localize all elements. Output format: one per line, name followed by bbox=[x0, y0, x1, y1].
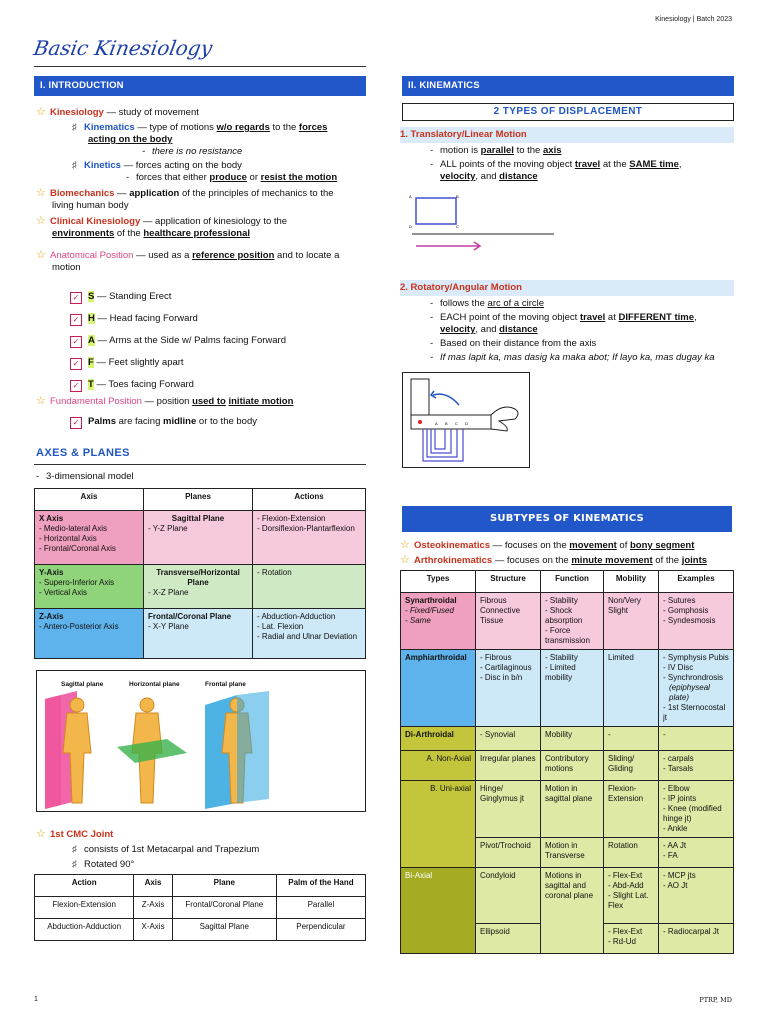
text: Di-Arthroidal bbox=[405, 730, 454, 739]
synarthroidal-cell: Synarthroidal - Fixed/Fused - Same bbox=[401, 593, 476, 650]
text: — bbox=[114, 188, 130, 199]
checkbox-icon: ✓ bbox=[70, 336, 82, 348]
label-a: A bbox=[435, 421, 438, 426]
text: If mas lapit ka, mas dasig ka maka abot; If layo ka, mas dugay ka bbox=[440, 352, 715, 363]
text: — Toes facing Forward bbox=[93, 379, 194, 390]
text: follows the bbox=[440, 298, 488, 309]
x-actions-cell: - Flexion-Extension - Dorsiflexion-Plantarflexion bbox=[253, 511, 366, 565]
cell: - Flex-Ext - Rd-Ud bbox=[604, 924, 659, 954]
y-plane-cell: Transverse/Horizontal Plane - X-Z Plane bbox=[144, 565, 253, 609]
text: Lat. Flexion bbox=[261, 622, 304, 631]
star-icon: ☆ bbox=[36, 106, 46, 118]
text: — focuses on the bbox=[490, 540, 570, 551]
text: there is no resistance bbox=[152, 146, 243, 157]
cell: - Elbow - IP joints - Knee (modified hinge jt) - Ankle bbox=[659, 781, 734, 838]
star-icon: ☆ bbox=[36, 215, 46, 227]
z-axis-cell bbox=[35, 609, 144, 659]
cell: Flexion-Extension bbox=[35, 897, 134, 919]
cell: Frontal/Coronal Plane bbox=[172, 897, 276, 919]
cell: Mobility bbox=[541, 727, 604, 751]
text: (epiphyseal plate) bbox=[669, 683, 710, 702]
body-planes-illustration bbox=[37, 691, 365, 809]
text: Flex-Ext bbox=[612, 871, 643, 880]
text: resist the motion bbox=[260, 172, 338, 183]
text: axis bbox=[543, 145, 562, 156]
text: of the bbox=[114, 228, 144, 239]
text: of the bbox=[652, 555, 682, 566]
star-icon: ☆ bbox=[36, 187, 46, 199]
rotatory-motion-figure bbox=[402, 372, 530, 468]
cell: Irregular planes bbox=[476, 751, 541, 781]
term-osteokinematics: Osteokinematics bbox=[414, 540, 491, 551]
shaft-list bbox=[70, 291, 286, 392]
text: Disc in b/n bbox=[484, 673, 523, 682]
x-axis-cell: X Axis - Medio-lateral Axis - Horizontal Axis - Frontal/Coronal Axis bbox=[35, 511, 144, 565]
text: motion bbox=[52, 262, 81, 273]
checkbox-icon: ✓ bbox=[70, 358, 82, 370]
x-plane-cell: Sagittal Plane - Y-Z Plane bbox=[144, 511, 253, 565]
cell: Sagittal Plane bbox=[172, 919, 276, 941]
heading-axes-planes: AXES & PLANES bbox=[36, 447, 130, 459]
text: Rotated 90° bbox=[84, 859, 135, 870]
text: midline bbox=[163, 416, 197, 427]
letter: H bbox=[88, 313, 95, 324]
label-c: C bbox=[455, 421, 458, 426]
cell: - AA Jt - FA bbox=[659, 838, 734, 868]
title-divider bbox=[34, 66, 366, 67]
text: Vertical Axis bbox=[43, 588, 88, 597]
cell: Motions in sagittal and coronal plane bbox=[541, 868, 604, 954]
text: produce bbox=[209, 172, 247, 183]
cell: Non/Very Slight bbox=[604, 593, 659, 650]
text: — Head facing Forward bbox=[94, 313, 198, 324]
text: Synarthroidal bbox=[405, 596, 457, 605]
text: Radiocarpal Jt bbox=[667, 927, 720, 936]
text: acting on the body bbox=[88, 134, 173, 145]
cell: - Sutures - Gomphosis - Syndesmosis bbox=[659, 593, 734, 650]
arm-rotation-illustration bbox=[403, 373, 529, 467]
cell: Condyloid bbox=[476, 868, 541, 924]
text: forces bbox=[298, 122, 328, 133]
term-fundamental-position: Fundamental Position bbox=[50, 396, 142, 407]
text: Synchrondrosis bbox=[667, 673, 724, 682]
star-icon: ☆ bbox=[400, 539, 410, 551]
text: MCP jts bbox=[667, 871, 696, 880]
text: are facing bbox=[116, 416, 163, 427]
text: Stability bbox=[549, 653, 578, 662]
text: at the bbox=[600, 159, 630, 170]
text: Frontal/Coronal Plane bbox=[148, 612, 232, 621]
col-action: Action bbox=[35, 875, 134, 897]
cell: Fibrous Connective Tissue bbox=[476, 593, 541, 650]
text: X-Z Plane bbox=[152, 588, 189, 597]
col-actions: Actions bbox=[253, 489, 366, 511]
text: Stability bbox=[549, 596, 578, 605]
text: consists of 1st Metacarpal and Trapezium bbox=[84, 844, 260, 855]
text: Syndesmosis bbox=[667, 616, 716, 625]
star-icon: ☆ bbox=[36, 395, 46, 407]
text: motion is bbox=[440, 145, 481, 156]
z-plane-cell: Frontal/Coronal Plane - X-Y Plane bbox=[144, 609, 253, 659]
y-axis-cell: Y-Axis - Supero-Inferior Axis - Vertical Axis bbox=[35, 565, 144, 609]
cell: Motion in Transverse bbox=[541, 838, 604, 868]
cmc-table bbox=[34, 874, 366, 941]
checkbox-icon: ✓ bbox=[70, 292, 82, 304]
cell: Z-Axis bbox=[134, 897, 173, 919]
cell: - MCP jts - AO Jt bbox=[659, 868, 734, 924]
translatory-motion-figure bbox=[404, 190, 554, 256]
cell: Sliding/ Gliding bbox=[604, 751, 659, 781]
text: reference position bbox=[192, 250, 275, 261]
cmc-section bbox=[36, 828, 366, 871]
text: Amphiarthroidal bbox=[405, 653, 467, 662]
term-biomechanics: Biomechanics bbox=[50, 188, 115, 199]
text: Abduction-Adduction bbox=[261, 612, 336, 621]
text: ALL points of the moving object bbox=[440, 159, 575, 170]
text: — used as a bbox=[133, 250, 193, 261]
body-planes-figure bbox=[36, 670, 366, 812]
col-structure: Structure bbox=[476, 571, 541, 593]
text: travel bbox=[579, 312, 606, 323]
text: — focuses on the bbox=[492, 555, 572, 566]
term-clinical-kinesiology: Clinical Kinesiology bbox=[50, 216, 141, 227]
page-title: Basic Kinesiology bbox=[31, 36, 215, 60]
text: and to locate a bbox=[274, 250, 340, 261]
text: Flex-Ext bbox=[612, 927, 643, 936]
text: forces that either bbox=[136, 172, 210, 183]
y-axis-name: Y-Axis bbox=[39, 568, 64, 577]
text: or bbox=[246, 172, 261, 183]
text: Supero-Inferior Axis bbox=[43, 578, 115, 587]
cell: - Symphysis Pubis - IV Disc - Synchrondrosis (epiphyseal plate) - 1st Sternocostal jt bbox=[659, 650, 734, 727]
text: EACH point of the moving object bbox=[440, 312, 580, 323]
cell: - Radiocarpal Jt bbox=[659, 924, 734, 954]
label-horizontal-plane: Horizontal plane bbox=[129, 681, 180, 688]
text: Elbow bbox=[667, 784, 690, 793]
text: carpals bbox=[667, 754, 694, 763]
text: SAME time bbox=[629, 159, 679, 170]
text: — application of kinesiology to the bbox=[140, 216, 288, 227]
text: , and bbox=[475, 171, 500, 182]
intro-list: ☆ Kinesiology — study of movement ♯ Kinematics — type of motions w/o regards to the forces acting on the body - there is no resistance ♯ Kinetics — forces acting on the body - forces that either produce or resist the motion ☆ Biomechanics — application of the principles of mechanics to the living human body ☆ Clinical Kinesiology — application of kinesiology to the environments of the healthcare professional ☆ Anatomical Position — used as a reference position and to locate a motion bbox=[36, 106, 340, 273]
checkbox-icon: ✓ bbox=[70, 314, 82, 326]
cell: Parallel bbox=[276, 897, 365, 919]
text: joints bbox=[681, 555, 708, 566]
cell: - Synovial bbox=[476, 727, 541, 751]
text: Dorsiflexion-Plantarflexion bbox=[261, 524, 355, 533]
star-icon: ☆ bbox=[36, 828, 46, 840]
cell: - carpals - Tarsals bbox=[659, 751, 734, 781]
text: w/o regards bbox=[216, 122, 270, 133]
text: Force transmission bbox=[545, 626, 590, 645]
x-axis-name: X Axis bbox=[39, 514, 64, 523]
text: Rotation bbox=[261, 568, 292, 577]
checkbox-icon: ✓ bbox=[70, 417, 82, 429]
heading-rule bbox=[34, 464, 366, 465]
text: — Arms at the Side w/ Palms facing Forward bbox=[94, 335, 286, 346]
text: — type of motions bbox=[134, 122, 217, 133]
header-course-label: Kinesiology | Batch 2023 bbox=[655, 16, 732, 23]
text: velocity bbox=[440, 171, 476, 182]
text: Tarsals bbox=[667, 764, 694, 773]
text: Flexion-Extension bbox=[261, 514, 326, 523]
text: application bbox=[129, 188, 180, 199]
pin-icon: ♯ bbox=[72, 844, 77, 855]
cell: Perpendicular bbox=[276, 919, 365, 941]
subtypes-list bbox=[400, 539, 736, 567]
text: Slight Lat. Flex bbox=[608, 891, 649, 910]
text: minute movement bbox=[571, 555, 653, 566]
term-anatomical-position: Anatomical Position bbox=[50, 250, 134, 261]
text: arc of a circle bbox=[487, 298, 545, 309]
text: — Feet slightly apart bbox=[93, 357, 184, 368]
section-bar-introduction: I. INTRODUCTION bbox=[34, 76, 366, 96]
def-kinesiology: — study of movement bbox=[103, 107, 199, 118]
text: — position bbox=[141, 396, 193, 407]
axes-table bbox=[34, 488, 366, 659]
col-function: Function bbox=[541, 571, 604, 593]
checkbox-icon: ✓ bbox=[70, 380, 82, 392]
cell: Limited bbox=[604, 650, 659, 727]
text: , and bbox=[475, 324, 500, 335]
text: 3-dimensional model bbox=[46, 471, 134, 482]
text: velocity bbox=[440, 324, 476, 335]
heading-displacement: 2 TYPES OF DISPLACEMENT bbox=[402, 103, 734, 121]
text: living human body bbox=[52, 200, 129, 211]
text: — forces acting on the body bbox=[120, 160, 242, 171]
col-examples: Examples bbox=[659, 571, 734, 593]
text: Fibrous bbox=[484, 653, 512, 662]
text: healthcare professional bbox=[143, 228, 251, 239]
text: Knee (modified hinge jt) bbox=[663, 804, 722, 823]
term-kinesiology: Kinesiology bbox=[50, 107, 104, 118]
cell: Rotation bbox=[604, 838, 659, 868]
col-planes: Planes bbox=[144, 489, 253, 511]
z-axis-name: Z-Axis bbox=[39, 612, 64, 621]
text: 1st Sternocostal jt bbox=[663, 703, 726, 722]
text: to the bbox=[269, 122, 299, 133]
text: Limited mobility bbox=[545, 663, 576, 682]
cell: Hinge/ Ginglymus jt bbox=[476, 781, 541, 838]
text: X-Y Plane bbox=[152, 622, 189, 631]
text: FA bbox=[667, 851, 678, 860]
text: - Antero-Posterior Axis bbox=[39, 622, 119, 631]
text: Medio-lateral Axis bbox=[43, 524, 108, 533]
text: DIFFERENT time bbox=[618, 312, 694, 323]
col-axis: Axis bbox=[134, 875, 173, 897]
cell: Pivot/Trochoid bbox=[476, 838, 541, 868]
cmc-title: 1st CMC Joint bbox=[50, 829, 114, 840]
text: Fixed/Fused bbox=[409, 606, 454, 615]
y-actions-cell: - Rotation bbox=[253, 565, 366, 609]
text: Gomphosis bbox=[667, 606, 709, 615]
text: used to bbox=[192, 396, 226, 407]
label-a: A bbox=[409, 194, 412, 199]
cell: Motion in sagittal plane bbox=[541, 781, 604, 838]
nonaxial-cell: A. Non-Axial bbox=[401, 751, 476, 781]
letter: T bbox=[88, 379, 94, 390]
letter: A bbox=[88, 335, 95, 346]
text: environments bbox=[52, 228, 115, 239]
pin-icon: ♯ bbox=[72, 122, 77, 133]
text: parallel bbox=[480, 145, 514, 156]
text: Based on their distance from the axis bbox=[440, 338, 597, 349]
letter: S bbox=[88, 291, 95, 302]
text: at bbox=[605, 312, 619, 323]
col-plane: Plane bbox=[172, 875, 276, 897]
text: of bbox=[616, 540, 630, 551]
cell: - Fibrous - Cartilaginous - Disc in b/n bbox=[476, 650, 541, 727]
cell: - Flex-Ext - Abd-Add - Slight Lat. Flex bbox=[604, 868, 659, 924]
text: Symphysis Pubis bbox=[667, 653, 729, 662]
text: Rd-Ud bbox=[612, 937, 637, 946]
text: Same bbox=[409, 616, 431, 625]
biaxial-cell: Bi-Axial bbox=[401, 868, 476, 954]
text: Synovial bbox=[484, 730, 516, 739]
rotatory-section: 2. Rotatory/Angular Motion - follows the arc of a circle - EACH point of the moving object travel at DIFFERENT time, velocity, and distance - Based on their distance from the axis - If mas lapit ka, mas dasig ka maka abot; If layo ka, mas dugay ka bbox=[400, 280, 734, 364]
cell: - Stability - Limited mobility bbox=[541, 650, 604, 727]
col-palm: Palm of the Hand bbox=[276, 875, 365, 897]
text: AO Jt bbox=[667, 881, 688, 890]
text: IP joints bbox=[667, 794, 697, 803]
cell: Contributory motions bbox=[541, 751, 604, 781]
col-axis: Axis bbox=[35, 489, 144, 511]
text: distance bbox=[499, 171, 538, 182]
translatory-section: 1. Translatory/Linear Motion - motion is parallel to the axis - ALL points of the moving object travel at the SAME time, velocity, and distance bbox=[400, 127, 734, 183]
term-arthrokinematics: Arthrokinematics bbox=[414, 555, 493, 566]
label-b: B bbox=[456, 194, 459, 199]
text: bony segment bbox=[629, 540, 695, 551]
col-types: Types bbox=[401, 571, 476, 593]
text: — Standing Erect bbox=[94, 291, 172, 302]
text: or to the body bbox=[196, 416, 257, 427]
cell: Ellipsoid bbox=[476, 924, 541, 954]
label-frontal-plane: Frontal plane bbox=[205, 681, 246, 688]
text: movement bbox=[569, 540, 617, 551]
section-bar-kinematics: II. KINEMATICS bbox=[402, 76, 734, 96]
term-kinetics: Kinetics bbox=[84, 160, 121, 171]
star-icon: ☆ bbox=[36, 249, 46, 261]
page-number: 1 bbox=[34, 996, 38, 1003]
label-d: D bbox=[409, 224, 412, 229]
cell: Flexion-Extension bbox=[604, 781, 659, 838]
text: Sutures bbox=[667, 596, 696, 605]
uniaxial-cell: B. Uni-axial bbox=[401, 781, 476, 868]
text: IV Disc bbox=[667, 663, 694, 672]
z-actions-cell: - Abduction-Adduction - Lat. Flexion - Radial and Ulnar Deviation bbox=[253, 609, 366, 659]
star-icon: ☆ bbox=[400, 554, 410, 566]
text: Transverse/Horizontal Plane bbox=[156, 568, 240, 587]
label-b: B bbox=[445, 421, 448, 426]
cell: - bbox=[604, 727, 659, 751]
text: Palms bbox=[88, 416, 116, 427]
text: initiate motion bbox=[228, 396, 294, 407]
text: Y-Z Plane bbox=[152, 524, 188, 533]
rotatory-title: 2. Rotatory/Angular Motion bbox=[400, 282, 522, 293]
text: Ankle bbox=[667, 824, 688, 833]
text: travel bbox=[574, 159, 601, 170]
translatory-title: 1. Translatory/Linear Motion bbox=[400, 129, 527, 140]
label-c: C bbox=[456, 224, 459, 229]
text: Frontal/Coronal Axis bbox=[43, 544, 116, 553]
amphiarthroidal-cell bbox=[401, 650, 476, 727]
letter: F bbox=[88, 357, 94, 368]
section-bar-subtypes: SUBTYPES OF KINEMATICS bbox=[402, 506, 732, 532]
pin-icon: ♯ bbox=[72, 859, 77, 870]
fundamental-position bbox=[36, 395, 366, 429]
joint-types-table bbox=[400, 570, 734, 954]
text: Abd-Add bbox=[612, 881, 644, 890]
axes-bullet: - 3-dimensional model bbox=[36, 471, 134, 482]
text: of the principles of mechanics to the bbox=[179, 188, 334, 199]
label-d: D bbox=[465, 421, 468, 426]
col-mobility: Mobility bbox=[604, 571, 659, 593]
text: Shock absorption bbox=[545, 606, 583, 625]
pin-icon: ♯ bbox=[72, 160, 77, 171]
text: Radial and Ulnar Deviation bbox=[261, 632, 358, 641]
diarthroidal-cell bbox=[401, 727, 476, 751]
text: to the bbox=[513, 145, 543, 156]
label-sagittal-plane: Sagittal plane bbox=[61, 681, 104, 688]
cell: X-Axis bbox=[134, 919, 173, 941]
footer-author: PTRP, MD bbox=[699, 996, 732, 1004]
text: Cartilaginous bbox=[484, 663, 532, 672]
text: AA Jt bbox=[667, 841, 687, 850]
text: distance bbox=[499, 324, 538, 335]
cell: - bbox=[659, 727, 734, 751]
term-kinematics: Kinematics bbox=[84, 122, 135, 133]
cell: Abduction-Adduction bbox=[35, 919, 134, 941]
cell: - Stability - Shock absorption - Force transmission bbox=[541, 593, 604, 650]
text: Horizontal Axis bbox=[43, 534, 97, 543]
text: Sagittal Plane bbox=[171, 514, 225, 523]
